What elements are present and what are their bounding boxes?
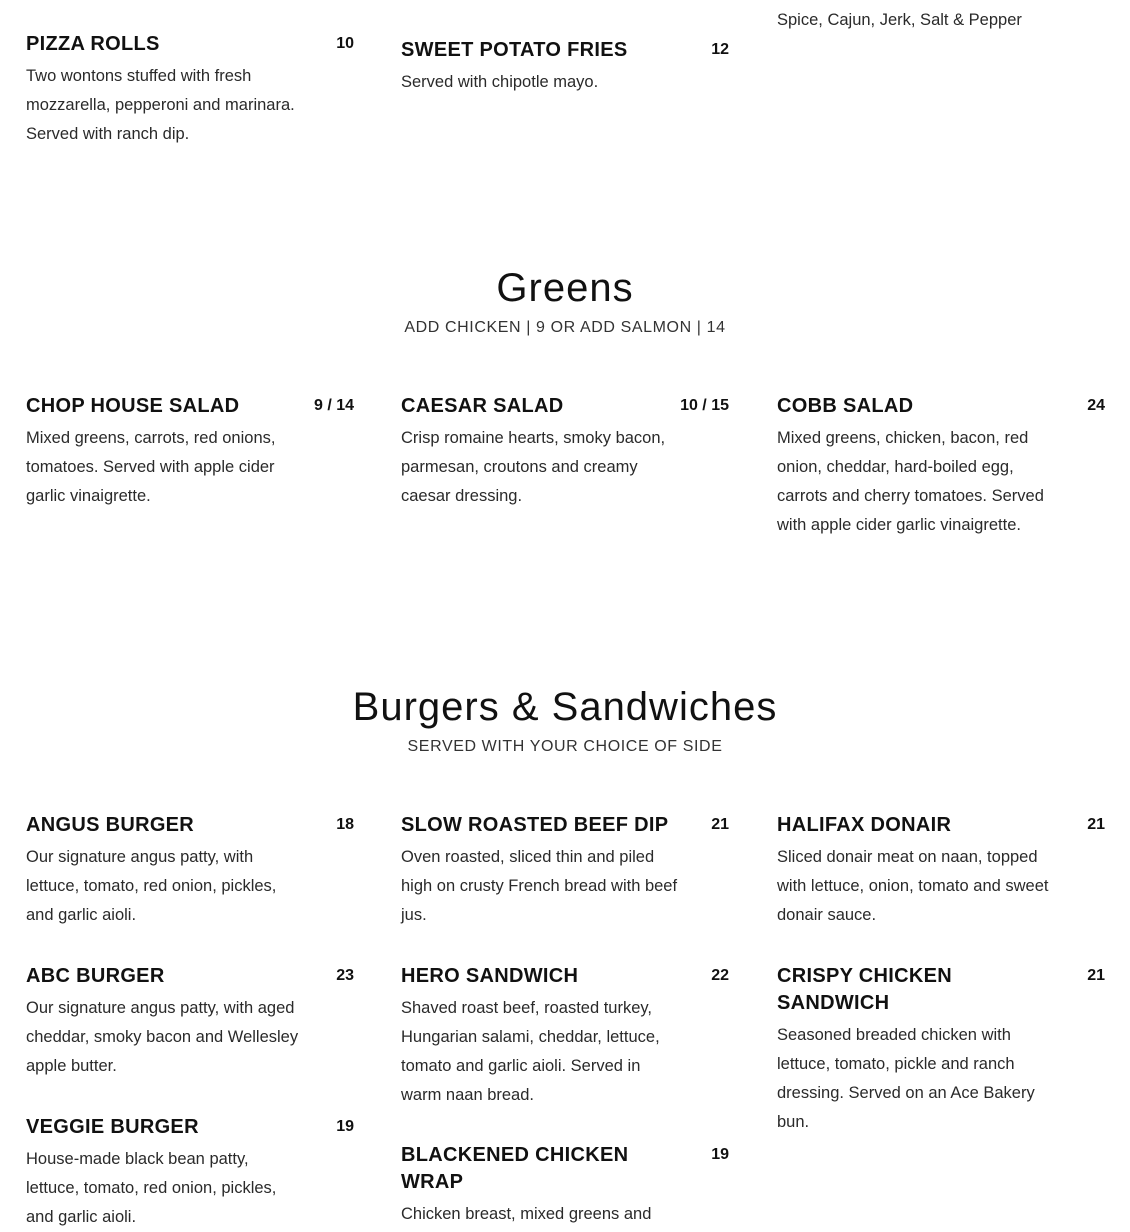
cut-off-item-description: Spice, Cajun, Jerk, Salt & Pepper [777, 11, 1022, 29]
item-header [401, 393, 729, 420]
menu-item-slow-roasted-beef-dip [401, 812, 729, 930]
item-price: 12 [711, 41, 729, 58]
item-price: 21 [711, 816, 729, 833]
menu-item-chop-house-salad [26, 393, 354, 511]
menu-item-angus-burger [26, 812, 354, 930]
item-description: Shaved roast beef, roasted turkey, Hungarian salami, cheddar, lettuce, tomato and garlic aioli. Served in warm naan bread. [401, 999, 660, 1104]
item-name: HERO SANDWICH [401, 965, 579, 987]
item-name: COBB SALAD [777, 395, 914, 417]
item-name: ANGUS BURGER [26, 814, 195, 836]
item-name: HALIFAX DONAIR [777, 814, 952, 836]
item-price: 18 [336, 816, 354, 833]
item-description: Crisp romaine hearts, smoky bacon, parmesan, croutons and creamy caesar dressing. [401, 429, 666, 505]
menu-item-crispy-chicken-sandwich [777, 963, 1105, 1137]
item-description: Served with chipotle mayo. [401, 73, 599, 91]
menu-item-veggie-burger [26, 1114, 354, 1232]
item-header [26, 31, 354, 58]
item-price: 9 / 14 [313, 397, 354, 414]
item-name: VEGGIE BURGER [26, 1116, 199, 1138]
menu-item-pizza-rolls [26, 31, 354, 149]
item-description: Sliced donair meat on naan, topped with lettuce, onion, tomato and sweet donair sauce. [777, 848, 1049, 924]
item-header [26, 1114, 354, 1141]
menu-item-cobb-salad [777, 393, 1105, 540]
item-header [26, 812, 354, 839]
item-price: 21 [1087, 967, 1105, 984]
item-name: CAESAR SALAD [401, 395, 564, 417]
item-price: 21 [1087, 816, 1105, 833]
item-header [401, 1142, 729, 1196]
item-price: 22 [711, 967, 729, 984]
item-name: SWEET POTATO FRIES [401, 39, 628, 61]
menu-item-halifax-donair [777, 812, 1105, 930]
menu-item-sweet-potato-fries [401, 37, 729, 97]
item-description: Oven roasted, sliced thin and piled high on crusty French bread with beef jus. [401, 848, 678, 924]
item-price: 10 / 15 [680, 397, 729, 414]
item-description: House-made black bean patty, lettuce, tomato, red onion, pickles, and garlic aioli. [26, 1150, 277, 1226]
section-title-burgers-sandwiches: Burgers & Sandwiches [352, 685, 778, 729]
section-title-greens: Greens [496, 266, 634, 310]
item-price: 24 [1087, 397, 1105, 414]
menu-item-caesar-salad [401, 393, 729, 511]
menu-item-hero-sandwich [401, 963, 729, 1110]
item-description: Our signature angus patty, with lettuce, tomato, red onion, pickles, and garlic aioli. [26, 848, 277, 924]
item-name: CHOP HOUSE SALAD [26, 395, 240, 417]
item-description: Mixed greens, carrots, red onions, tomatoes. Served with apple cider garlic vinaigrette. [26, 429, 276, 505]
item-description: Mixed greens, chicken, bacon, red onion, cheddar, hard-boiled egg, carrots and cherry tomatoes. Served with apple cider garlic vinaigrette. [777, 429, 1044, 534]
item-description: Chicken breast, mixed greens and [401, 1205, 652, 1223]
item-price: 10 [336, 35, 354, 52]
item-header [26, 963, 354, 990]
item-name: BLACKENED CHICKEN WRAP [401, 1144, 629, 1193]
item-name: PIZZA ROLLS [26, 33, 160, 55]
item-price: 19 [336, 1118, 354, 1135]
item-header [26, 393, 354, 420]
item-header [401, 37, 729, 64]
section-subtitle-burgers-sandwiches: SERVED WITH YOUR CHOICE OF SIDE [407, 738, 723, 755]
item-price: 23 [336, 967, 354, 984]
item-description: Seasoned breaded chicken with lettuce, tomato, pickle and ranch dressing. Served on an Ace Bakery bun. [777, 1026, 1035, 1131]
menu-item-abc-burger [26, 963, 354, 1081]
item-header [777, 812, 1105, 839]
item-header [401, 812, 729, 839]
item-header [777, 393, 1105, 420]
item-name: SLOW ROASTED BEEF DIP [401, 814, 669, 836]
item-description: Two wontons stuffed with fresh mozzarella, pepperoni and marinara. Served with ranch dip. [26, 67, 295, 143]
item-name: ABC BURGER [26, 965, 165, 987]
item-name: CRISPY CHICKEN SANDWICH [777, 965, 952, 1014]
menu-item-blackened-chicken-wrap [401, 1142, 729, 1229]
item-header [777, 963, 1105, 1017]
section-subtitle-greens: ADD CHICKEN | 9 OR ADD SALMON | 14 [404, 319, 726, 336]
item-description: Our signature angus patty, with aged cheddar, smoky bacon and Wellesley apple butter. [26, 999, 299, 1075]
item-header [401, 963, 729, 990]
item-price: 19 [711, 1146, 729, 1163]
